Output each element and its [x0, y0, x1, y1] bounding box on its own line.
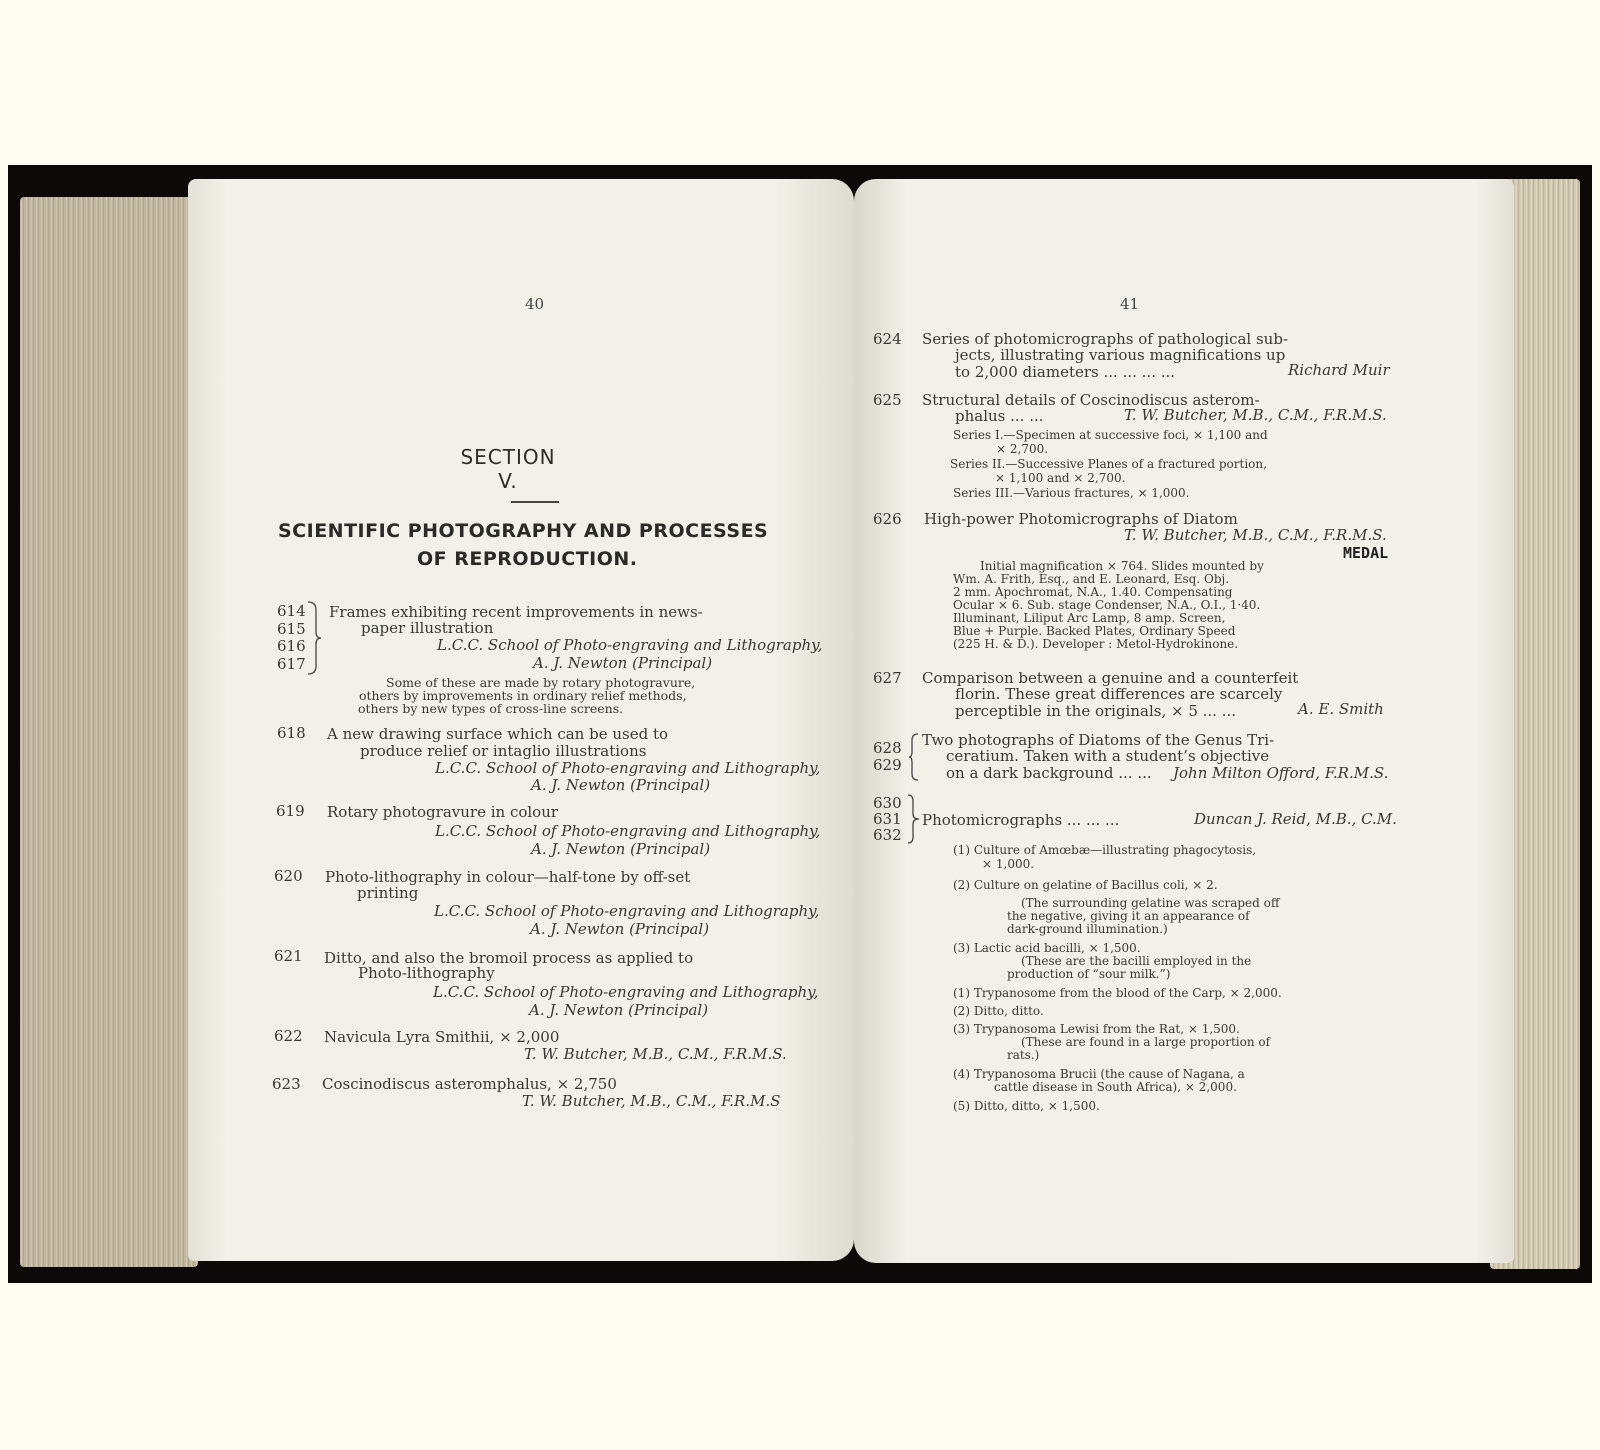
entry-number: 616 [277, 637, 306, 655]
entry-number: 628 [873, 739, 902, 757]
exhibitor: A. E. Smith [1298, 700, 1384, 718]
sub-item: (These are found in a large proportion of [1021, 1035, 1271, 1049]
entry-title: Navicula Lyra Smithii, × 2,000 [324, 1028, 560, 1046]
exhibitor: L.C.C. School of Photo-engraving and Lithography, [435, 822, 821, 840]
entry-title: Photo-lithography in colour—half-tone by off-set [325, 868, 691, 886]
entry-number: 625 [873, 391, 902, 409]
entry-note: Some of these are made by rotary photogravure, [386, 675, 696, 690]
series-note: Series I.—Specimen at successive foci, × 1,100 and [953, 428, 1268, 442]
sub-item: (1) Culture of Amœbæ—illustrating phagocytosis, [953, 843, 1257, 857]
open-book [8, 165, 1592, 1283]
exhibitor: A. J. Newton (Principal) [531, 776, 711, 794]
series-note: Series II.—Successive Planes of a fractured portion, [950, 457, 1267, 471]
exhibitor: T. W. Butcher, M.B., C.M., F.R.M.S [522, 1092, 781, 1110]
entry-title: A new drawing surface which can be used to [327, 725, 669, 743]
entry-title: Comparison between a genuine and a counterfeit [922, 669, 1299, 687]
entry-title: Frames exhibiting recent improvements in news- [329, 603, 703, 621]
entry-number: 619 [276, 802, 305, 820]
entry-number: 629 [873, 756, 902, 774]
entry-number: 617 [277, 655, 306, 673]
sub-item: × 1,000. [982, 857, 1035, 871]
sub-item: (3) Lactic acid bacilli, × 1,500. [953, 941, 1141, 955]
entry-number: 622 [274, 1027, 303, 1045]
sub-item: (2) Ditto, ditto. [953, 1004, 1044, 1018]
entry-title: perceptible in the originals, × 5 ... ... [955, 702, 1237, 720]
entry-title: ceratium. Taken with a student’s objective [946, 747, 1270, 765]
entry-title: Coscinodiscus asteromphalus, × 2,750 [322, 1075, 617, 1093]
entry-title: Structural details of Coscinodiscus asterom- [922, 391, 1260, 409]
entry-title: Series of photomicrographs of pathological sub- [922, 330, 1289, 348]
sub-item: the negative, giving it an appearance of [1007, 909, 1250, 923]
entry-note: Wm. A. Frith, Esq., and E. Leonard, Esq. Obj. [953, 572, 1230, 586]
bracket [908, 732, 920, 782]
exhibitor: L.C.C. School of Photo-engraving and Lithography, [434, 902, 820, 920]
entry-title: Photomicrographs ... ... ... [922, 811, 1120, 829]
entry-title: Two photographs of Diatoms of the Genus Tri- [922, 731, 1275, 749]
entry-number: 618 [277, 724, 306, 742]
exhibitor: A. J. Newton (Principal) [531, 840, 711, 858]
section-rule [511, 501, 559, 503]
exhibitor: T. W. Butcher, M.B., C.M., F.R.M.S. [524, 1045, 787, 1063]
sub-item: (5) Ditto, ditto, × 1,500. [953, 1099, 1100, 1113]
entry-number: 624 [873, 330, 902, 348]
sub-item: (3) Trypanosoma Lewisi from the Rat, × 1,500. [953, 1022, 1240, 1036]
sub-item: dark-ground illumination.) [1007, 922, 1168, 936]
entry-number: 621 [274, 947, 303, 965]
section-title: SECTION V. [460, 445, 556, 493]
entry-title: printing [357, 884, 419, 902]
entry-title: jects, illustrating various magnifications up [955, 346, 1286, 364]
sub-item: (4) Trypanosoma Brucii (the cause of Nagana, a [953, 1067, 1245, 1081]
series-note: × 2,700. [996, 442, 1049, 456]
entry-number: 623 [272, 1075, 301, 1093]
entry-title: florin. These great differences are scarcely [955, 685, 1283, 703]
sub-item: (2) Culture on gelatine of Bacillus coli, × 2. [953, 878, 1218, 892]
entry-number: 620 [274, 867, 303, 885]
entry-note: Initial magnification × 764. Slides mounted by [980, 559, 1264, 573]
exhibitor: A. J. Newton (Principal) [530, 920, 710, 938]
sub-item: (These are the bacilli employed in the [1021, 954, 1252, 968]
bracket [906, 793, 922, 845]
entry-title: on a dark background ... ... [946, 764, 1152, 782]
entry-note: 2 mm. Apochromat, N.A., 1.40. Compensating [953, 585, 1233, 599]
exhibitor: A. J. Newton (Principal) [529, 1001, 709, 1019]
exhibitor: John Milton Offord, F.R.M.S. [1173, 764, 1389, 782]
exhibitor: T. W. Butcher, M.B., C.M., F.R.M.S. [1124, 406, 1387, 424]
entry-note: Illuminant, Liliput Arc Lamp, 8 amp. Screen, [953, 611, 1226, 625]
entry-title: to 2,000 diameters ... ... ... ... [955, 363, 1176, 381]
entry-title: Ditto, and also the bromoil process as applied to [324, 949, 694, 967]
entry-title: High-power Photomicrographs of Diatom [924, 510, 1238, 528]
entry-title: phalus ... ... [955, 407, 1044, 425]
exhibitor: L.C.C. School of Photo-engraving and Lithography, [433, 983, 819, 1001]
entry-number: 631 [873, 810, 902, 828]
entry-title: Rotary photogravure in colour [327, 803, 559, 821]
entry-title: produce relief or intaglio illustrations [360, 742, 647, 760]
entry-number: 614 [277, 602, 306, 620]
entry-title: paper illustration [361, 619, 494, 637]
entry-number: 615 [277, 620, 306, 638]
entry-number: 626 [873, 510, 902, 528]
left-page [188, 179, 854, 1261]
exhibitor: T. W. Butcher, M.B., C.M., F.R.M.S. [1124, 526, 1387, 544]
entry-number: 627 [873, 669, 902, 687]
award-badge: MEDAL [1343, 544, 1389, 562]
page-number: 41 [1120, 295, 1140, 313]
section-heading-line-1: SCIENTIFIC PHOTOGRAPHY AND PROCESSES [278, 520, 769, 542]
sub-item: cattle disease in South Africa), × 2,000. [994, 1080, 1237, 1094]
section-heading-line-2: OF REPRODUCTION. [417, 548, 638, 570]
entry-title: Photo-lithography [358, 964, 495, 982]
exhibitor: L.C.C. School of Photo-engraving and Lithography, [435, 759, 821, 777]
exhibitor: L.C.C. School of Photo-engraving and Lithography, [437, 636, 823, 654]
entry-number: 632 [873, 826, 902, 844]
page-number: 40 [525, 295, 545, 313]
entry-note: others by new types of cross-line screens. [358, 701, 624, 716]
entry-note: Ocular × 6. Sub. stage Condenser, N.A., O.I., 1·40. [953, 598, 1261, 612]
entry-note: (225 H. & D.). Developer : Metol-Hydrokinone. [953, 637, 1239, 651]
series-note: × 1,100 and × 2,700. [995, 471, 1126, 485]
exhibitor: Duncan J. Reid, M.B., C.M. [1194, 810, 1397, 828]
right-page [854, 179, 1514, 1263]
sub-item: (The surrounding gelatine was scraped off [1021, 896, 1280, 910]
entry-note: others by improvements in ordinary relief methods, [359, 688, 687, 703]
bracket [306, 600, 322, 676]
exhibitor: A. J. Newton (Principal) [533, 654, 713, 672]
sub-item: rats.) [1007, 1048, 1040, 1062]
sub-item: (1) Trypanosome from the blood of the Carp, × 2,000. [953, 986, 1282, 1000]
sub-item: production of “sour milk.”) [1007, 967, 1171, 981]
series-note: Series III.—Various fractures, × 1,000. [953, 486, 1190, 500]
entry-number: 630 [873, 794, 902, 812]
exhibitor: Richard Muir [1288, 361, 1390, 379]
left-page-edges [20, 197, 198, 1267]
entry-note: Blue + Purple. Backed Plates, Ordinary Speed [953, 624, 1236, 638]
